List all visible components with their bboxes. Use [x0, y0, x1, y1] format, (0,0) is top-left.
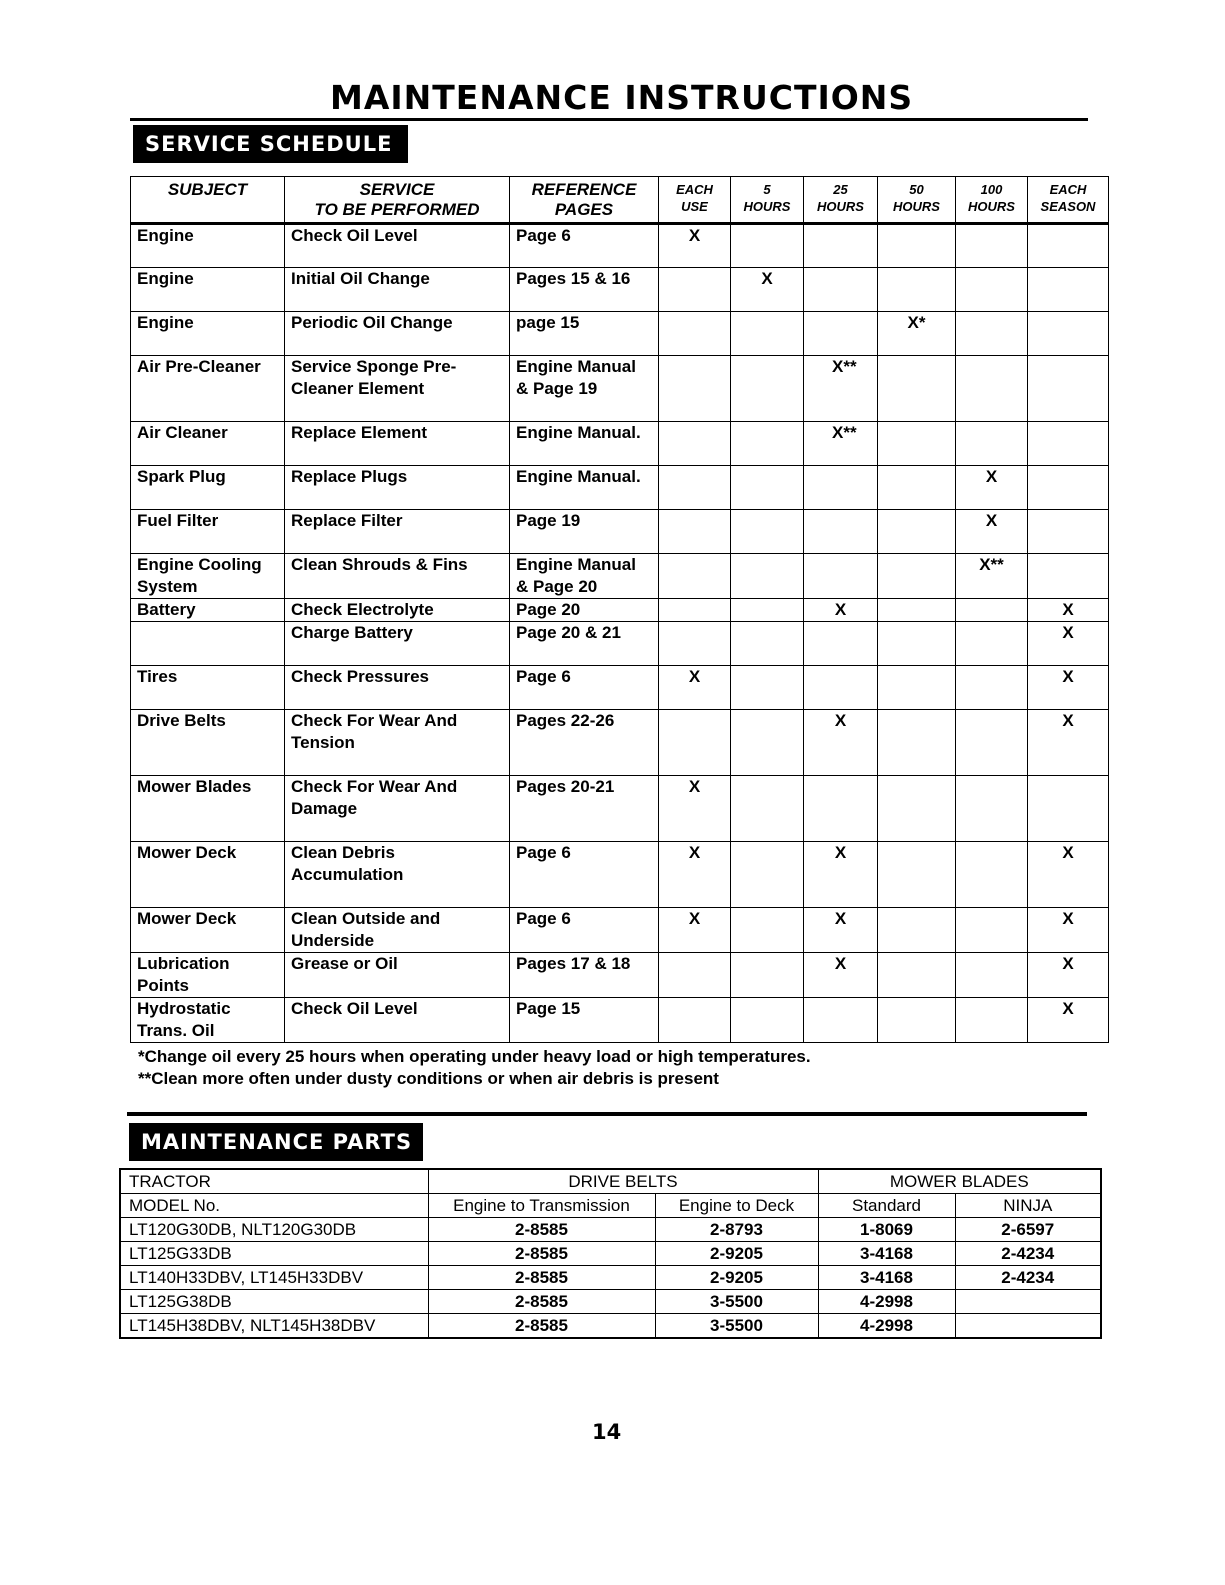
cell-50-hours [878, 666, 956, 710]
cell-25-hours: X [804, 908, 878, 953]
cell-50-hours [878, 224, 956, 268]
cell-50-hours [878, 554, 956, 599]
table-row [131, 842, 1109, 908]
cell-model: LT145H38DBV, NLT145H38DBV [120, 1314, 428, 1339]
cell-ninja-blade [955, 1314, 1101, 1339]
cell-reference: Page 6 [510, 908, 659, 953]
cell-ninja-blade [955, 1290, 1101, 1314]
cell-reference: Page 6 [510, 842, 659, 908]
cell-reference: Pages 20-21 [510, 776, 659, 842]
cell-trans-belt: 2-8585 [428, 1242, 655, 1266]
cell-25-hours [804, 622, 878, 666]
cell-5-hours [731, 908, 804, 953]
cell-50-hours [878, 422, 956, 466]
cell-100-hours [956, 224, 1028, 268]
cell-service: Service Sponge Pre-Cleaner Element [285, 356, 510, 422]
cell-subject: Battery [131, 599, 285, 622]
cell-50-hours [878, 356, 956, 422]
cell-standard-blade: 3-4168 [818, 1266, 955, 1290]
header-50-hours: 50 HOURS [878, 177, 956, 224]
cell-subject: Engine Cooling System [131, 554, 285, 599]
cell-standard-blade: 4-2998 [818, 1290, 955, 1314]
cell-25-hours [804, 466, 878, 510]
table-row [131, 312, 1109, 356]
cell-subject: Lubrication Points [131, 953, 285, 998]
service-schedule-banner: SERVICE SCHEDULE [133, 125, 408, 163]
cell-50-hours [878, 268, 956, 312]
cell-each-season [1028, 268, 1109, 312]
cell-each-use [659, 599, 731, 622]
header-mower-blades: MOWER BLADES [818, 1169, 1101, 1194]
cell-each-use [659, 622, 731, 666]
cell-25-hours: X [804, 842, 878, 908]
cell-each-use [659, 998, 731, 1043]
cell-each-use [659, 510, 731, 554]
cell-each-use [659, 953, 731, 998]
table-row [120, 1242, 1101, 1266]
cell-trans-belt: 2-8585 [428, 1218, 655, 1242]
cell-each-season: X [1028, 710, 1109, 776]
schedule-header-row [131, 177, 1109, 224]
table-row [131, 268, 1109, 312]
cell-25-hours [804, 510, 878, 554]
table-row [131, 599, 1109, 622]
cell-each-season [1028, 312, 1109, 356]
cell-reference: Page 19 [510, 510, 659, 554]
table-row [131, 710, 1109, 776]
cell-5-hours [731, 510, 804, 554]
cell-each-use: X [659, 224, 731, 268]
cell-deck-belt: 3-5500 [655, 1314, 818, 1339]
cell-50-hours [878, 710, 956, 776]
cell-5-hours [731, 776, 804, 842]
table-row [131, 356, 1109, 422]
cell-each-use: X [659, 842, 731, 908]
page-title: MAINTENANCE INSTRUCTIONS [330, 78, 914, 117]
header-service: SERVICE TO BE PERFORMED [285, 177, 510, 224]
cell-subject: Engine [131, 224, 285, 268]
cell-deck-belt: 2-8793 [655, 1218, 818, 1242]
cell-5-hours [731, 224, 804, 268]
cell-reference: Page 15 [510, 998, 659, 1043]
cell-service: Grease or Oil [285, 953, 510, 998]
schedule-footnotes [138, 1046, 811, 1090]
table-row [131, 666, 1109, 710]
cell-standard-blade: 3-4168 [818, 1242, 955, 1266]
cell-5-hours [731, 599, 804, 622]
cell-5-hours [731, 666, 804, 710]
cell-each-season [1028, 466, 1109, 510]
cell-reference: Engine Manual. [510, 422, 659, 466]
cell-25-hours [804, 268, 878, 312]
cell-subject: Tires [131, 666, 285, 710]
cell-25-hours [804, 998, 878, 1043]
table-row [131, 998, 1109, 1043]
header-each-season: EACH SEASON [1028, 177, 1109, 224]
cell-each-season: X [1028, 842, 1109, 908]
cell-100-hours [956, 908, 1028, 953]
header-standard: Standard [818, 1194, 955, 1218]
cell-5-hours [731, 953, 804, 998]
cell-25-hours [804, 554, 878, 599]
header-ninja: NINJA [955, 1194, 1101, 1218]
cell-each-season [1028, 422, 1109, 466]
cell-5-hours [731, 842, 804, 908]
table-row [120, 1314, 1101, 1339]
cell-5-hours [731, 356, 804, 422]
header-5-hours: 5 HOURS [731, 177, 804, 224]
cell-each-use [659, 312, 731, 356]
cell-reference: Engine Manual & Page 20 [510, 554, 659, 599]
cell-subject: Drive Belts [131, 710, 285, 776]
cell-100-hours [956, 998, 1028, 1043]
header-model-no: MODEL No. [120, 1194, 428, 1218]
cell-25-hours: X [804, 710, 878, 776]
header-engine-to-transmission: Engine to Transmission [428, 1194, 655, 1218]
cell-subject: Engine [131, 268, 285, 312]
cell-service: Clean Outside and Underside [285, 908, 510, 953]
cell-each-season [1028, 776, 1109, 842]
header-subject: SUBJECT [131, 177, 285, 224]
cell-100-hours [956, 953, 1028, 998]
cell-each-use [659, 554, 731, 599]
cell-25-hours: X** [804, 422, 878, 466]
cell-5-hours [731, 554, 804, 599]
cell-ninja-blade: 2-4234 [955, 1242, 1101, 1266]
cell-trans-belt: 2-8585 [428, 1290, 655, 1314]
cell-subject: Air Pre-Cleaner [131, 356, 285, 422]
cell-each-season [1028, 554, 1109, 599]
cell-reference: Page 6 [510, 224, 659, 268]
cell-reference: Page 20 [510, 599, 659, 622]
table-row [131, 224, 1109, 268]
cell-100-hours [956, 422, 1028, 466]
header-reference: REFERENCE PAGES [510, 177, 659, 224]
service-schedule-table [130, 176, 1109, 1043]
cell-5-hours [731, 466, 804, 510]
cell-5-hours [731, 998, 804, 1043]
cell-reference: Engine Manual & Page 19 [510, 356, 659, 422]
cell-reference: Pages 17 & 18 [510, 953, 659, 998]
section-rule [127, 1112, 1087, 1116]
cell-subject: Mower Deck [131, 908, 285, 953]
cell-subject: Air Cleaner [131, 422, 285, 466]
cell-100-hours [956, 710, 1028, 776]
cell-each-season: X [1028, 666, 1109, 710]
cell-reference: Pages 22-26 [510, 710, 659, 776]
cell-5-hours [731, 710, 804, 776]
cell-50-hours [878, 953, 956, 998]
cell-5-hours [731, 422, 804, 466]
cell-50-hours [878, 510, 956, 554]
cell-100-hours [956, 312, 1028, 356]
cell-subject: Mower Deck [131, 842, 285, 908]
footnote-clean: **Clean more often under dusty conditions or when air debris is present [138, 1069, 719, 1088]
cell-trans-belt: 2-8585 [428, 1266, 655, 1290]
cell-each-use [659, 466, 731, 510]
maintenance-parts-table [119, 1168, 1102, 1339]
table-row [120, 1290, 1101, 1314]
table-row [120, 1266, 1101, 1290]
table-row [131, 776, 1109, 842]
cell-50-hours [878, 622, 956, 666]
cell-50-hours [878, 599, 956, 622]
header-25-hours: 25 HOURS [804, 177, 878, 224]
cell-each-use [659, 710, 731, 776]
cell-each-season: X [1028, 998, 1109, 1043]
cell-service: Charge Battery [285, 622, 510, 666]
cell-service: Initial Oil Change [285, 268, 510, 312]
table-row [131, 908, 1109, 953]
cell-25-hours: X [804, 599, 878, 622]
maintenance-parts-banner: MAINTENANCE PARTS [129, 1123, 423, 1161]
cell-each-use [659, 422, 731, 466]
cell-model: LT125G38DB [120, 1290, 428, 1314]
cell-50-hours [878, 998, 956, 1043]
cell-reference: Page 6 [510, 666, 659, 710]
cell-100-hours [956, 268, 1028, 312]
cell-50-hours: X* [878, 312, 956, 356]
cell-subject: Fuel Filter [131, 510, 285, 554]
table-row [131, 510, 1109, 554]
cell-100-hours: X [956, 466, 1028, 510]
header-100-hours: 100 HOURS [956, 177, 1028, 224]
cell-deck-belt: 2-9205 [655, 1266, 818, 1290]
cell-subject: Mower Blades [131, 776, 285, 842]
cell-model: LT125G33DB [120, 1242, 428, 1266]
parts-header-row-1 [120, 1169, 1101, 1194]
cell-model: LT120G30DB, NLT120G30DB [120, 1218, 428, 1242]
cell-50-hours [878, 908, 956, 953]
cell-each-use [659, 268, 731, 312]
cell-service: Periodic Oil Change [285, 312, 510, 356]
cell-service: Check For Wear And Damage [285, 776, 510, 842]
cell-reference: Page 20 & 21 [510, 622, 659, 666]
header-engine-to-deck: Engine to Deck [655, 1194, 818, 1218]
cell-deck-belt: 2-9205 [655, 1242, 818, 1266]
cell-deck-belt: 3-5500 [655, 1290, 818, 1314]
cell-25-hours [804, 224, 878, 268]
cell-each-season [1028, 356, 1109, 422]
table-row [120, 1218, 1101, 1242]
cell-subject: Hydrostatic Trans. Oil [131, 998, 285, 1043]
cell-service: Replace Element [285, 422, 510, 466]
cell-each-use: X [659, 776, 731, 842]
cell-100-hours [956, 666, 1028, 710]
cell-each-season [1028, 510, 1109, 554]
cell-ninja-blade: 2-4234 [955, 1266, 1101, 1290]
cell-each-use [659, 356, 731, 422]
cell-100-hours [956, 622, 1028, 666]
cell-subject [131, 622, 285, 666]
cell-100-hours [956, 356, 1028, 422]
cell-each-use: X [659, 666, 731, 710]
header-each-use: EACH USE [659, 177, 731, 224]
cell-subject: Engine [131, 312, 285, 356]
cell-50-hours [878, 842, 956, 908]
table-row [131, 554, 1109, 599]
table-row [131, 422, 1109, 466]
cell-ninja-blade: 2-6597 [955, 1218, 1101, 1242]
cell-5-hours [731, 622, 804, 666]
table-row [131, 953, 1109, 998]
header-tractor: TRACTOR [120, 1169, 428, 1194]
cell-each-season: X [1028, 908, 1109, 953]
cell-each-season [1028, 224, 1109, 268]
cell-5-hours [731, 312, 804, 356]
cell-service: Check For Wear And Tension [285, 710, 510, 776]
cell-service: Check Electrolyte [285, 599, 510, 622]
cell-100-hours [956, 842, 1028, 908]
cell-service: Check Oil Level [285, 224, 510, 268]
cell-5-hours: X [731, 268, 804, 312]
cell-standard-blade: 1-8069 [818, 1218, 955, 1242]
cell-reference: Engine Manual. [510, 466, 659, 510]
cell-100-hours: X [956, 510, 1028, 554]
cell-service: Check Pressures [285, 666, 510, 710]
cell-100-hours [956, 599, 1028, 622]
cell-service: Replace Plugs [285, 466, 510, 510]
cell-25-hours [804, 666, 878, 710]
table-row [131, 622, 1109, 666]
cell-each-use: X [659, 908, 731, 953]
cell-each-season: X [1028, 953, 1109, 998]
page-number: 14 [592, 1420, 622, 1444]
cell-25-hours [804, 776, 878, 842]
cell-trans-belt: 2-8585 [428, 1314, 655, 1339]
cell-model: LT140H33DBV, LT145H33DBV [120, 1266, 428, 1290]
cell-reference: Pages 15 & 16 [510, 268, 659, 312]
header-drive-belts: DRIVE BELTS [428, 1169, 818, 1194]
title-rule [130, 118, 1088, 121]
cell-50-hours [878, 466, 956, 510]
cell-each-season: X [1028, 622, 1109, 666]
cell-each-season: X [1028, 599, 1109, 622]
cell-service: Replace Filter [285, 510, 510, 554]
cell-subject: Spark Plug [131, 466, 285, 510]
cell-standard-blade: 4-2998 [818, 1314, 955, 1339]
cell-service: Clean Debris Accumulation [285, 842, 510, 908]
table-row [131, 466, 1109, 510]
cell-25-hours [804, 312, 878, 356]
cell-50-hours [878, 776, 956, 842]
cell-100-hours [956, 776, 1028, 842]
cell-25-hours: X [804, 953, 878, 998]
cell-100-hours: X** [956, 554, 1028, 599]
footnote-oil: *Change oil every 25 hours when operating under heavy load or high temperatures. [138, 1047, 811, 1066]
parts-header-row-2 [120, 1194, 1101, 1218]
cell-reference: page 15 [510, 312, 659, 356]
cell-25-hours: X** [804, 356, 878, 422]
cell-service: Clean Shrouds & Fins [285, 554, 510, 599]
cell-service: Check Oil Level [285, 998, 510, 1043]
